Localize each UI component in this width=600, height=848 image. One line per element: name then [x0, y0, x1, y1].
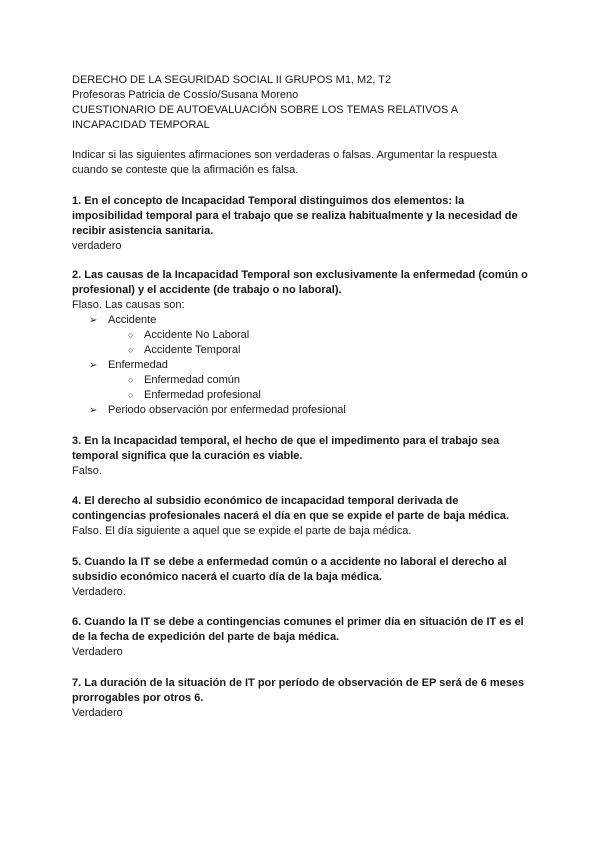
list-item-label: Enfermedad	[108, 359, 168, 371]
circle-bullet-icon: ○	[128, 375, 134, 385]
arrow-bullet-icon: ➢	[89, 360, 98, 371]
question-block-4	[72, 494, 532, 539]
questionnaire-title: CUESTIONARIO DE AUTOEVALUACIÓN SOBRE LOS TEMAS RELATIVOS A	[72, 104, 459, 116]
question-block-6	[72, 615, 532, 660]
arrow-bullet-icon: ➢	[89, 405, 98, 416]
sub-list-item-label: Accidente No Laboral	[144, 329, 250, 341]
question-block-3	[72, 434, 532, 479]
list-item	[72, 358, 532, 403]
sub-list-item	[72, 328, 532, 343]
sub-list-item	[72, 343, 532, 358]
professors-line: Profesoras Patricia de Cossío/Susana Moreno	[72, 89, 299, 101]
sub-list-item	[72, 373, 532, 388]
list-item-label: Periodo observación por enfermedad profesional	[108, 404, 346, 416]
question-block-5	[72, 555, 532, 600]
causes-list	[72, 313, 532, 418]
sub-list	[72, 373, 532, 403]
circle-bullet-icon: ○	[128, 330, 134, 340]
sub-list-item	[72, 388, 532, 403]
question-text: 5. Cuando la IT se debe a enfermedad común o a accidente no laboral el derecho al subsidio económico nacerá el cuarto día de la baja médica.	[72, 556, 507, 583]
sub-list-item-label: Enfermedad profesional	[144, 389, 261, 401]
answer-text: Falso. El día siguiente a aquel que se expide el parte de baja médica.	[72, 525, 412, 537]
list-item	[72, 313, 532, 358]
question-text: 7. La duración de la situación de IT por período de observación de EP será de 6 meses prorrogables por otros 6.	[72, 677, 525, 704]
question-text: 6. Cuando la IT se debe a contingencias comunes el primer día en situación de IT es el de la fecha de expedición del parte de baja médica.	[72, 616, 524, 643]
question-block-7	[72, 676, 532, 721]
answer-text: Verdadero	[72, 707, 123, 719]
arrow-bullet-icon: ➢	[89, 315, 98, 326]
answer-text: Flaso. Las causas son:	[72, 299, 185, 311]
circle-bullet-icon: ○	[128, 390, 134, 400]
question-text: 3. En la Incapacidad temporal, el hecho de que el impedimento para el trabajo sea temporal significa que la curación es viable.	[72, 435, 500, 462]
document-header	[72, 73, 532, 133]
circle-bullet-icon: ○	[128, 345, 134, 355]
sub-list-item-label: Accidente Temporal	[144, 344, 241, 356]
question-text: 2. Las causas de la Incapacidad Temporal son exclusivamente la enfermedad (común o profesional) y el accidente (de trabajo o no laboral).	[72, 269, 528, 296]
answer-text: Falso.	[72, 465, 102, 477]
answer-text: Verdadero	[72, 646, 123, 658]
list-item-label: Accidente	[108, 314, 157, 326]
question-block-2	[72, 268, 532, 418]
course-title: DERECHO DE LA SEGURIDAD SOCIAL II GRUPOS M1, M2, T2	[72, 74, 392, 86]
questionnaire-subtitle: INCAPACIDAD TEMPORAL	[72, 119, 210, 131]
question-block-1	[72, 194, 532, 254]
answer-text: verdadero	[72, 240, 122, 252]
question-text: 1. En el concepto de Incapacidad Temporal distinguimos dos elementos: la imposibilidad temporal para el trabajo que se realiza habitualmente y la necesidad de recibir asistencia sanitaria.	[72, 195, 518, 237]
instructions: Indicar si las siguientes afirmaciones son verdaderas o falsas. Argumentar la respuesta cuando se conteste que la afirmación es falsa.	[72, 149, 497, 176]
sub-list-item-label: Enfermedad común	[144, 374, 240, 386]
list-item	[72, 403, 532, 418]
answer-text: Verdadero.	[72, 586, 126, 598]
question-text: 4. El derecho al subsidio económico de incapacidad temporal derivada de contingencias profesionales nacerá el día en que se expide el parte de baja médica.	[72, 495, 510, 522]
sub-list	[72, 328, 532, 358]
